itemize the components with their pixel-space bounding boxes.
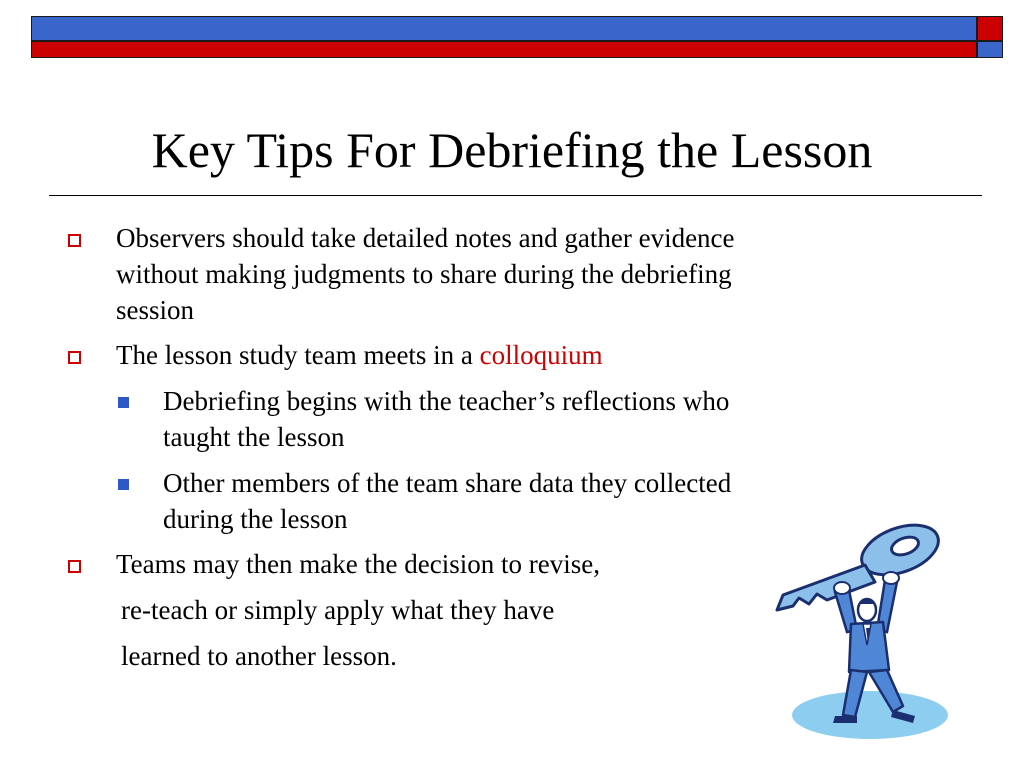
bullet-3-line-2: re-teach or simply apply what they have xyxy=(121,595,555,625)
bullet-1-line-1: Observers should take detailed notes and gather evidence xyxy=(116,223,735,253)
sub-bullet-2-line-2: during the lesson xyxy=(163,504,348,534)
header-square-red xyxy=(977,16,1003,41)
bullet-2-line-1 xyxy=(116,337,603,373)
slide-title: Key Tips For Debriefing the Lesson xyxy=(151,122,873,178)
bullet-square-icon xyxy=(68,351,81,364)
bullet-2-text: The lesson study team meets in a xyxy=(116,340,480,370)
bullet-square-icon xyxy=(68,560,81,573)
header-bar-blue xyxy=(31,16,977,41)
sub-bullet-1-line-2: taught the lesson xyxy=(163,422,345,452)
bullet-square-icon xyxy=(68,234,81,247)
sub-bullet-square-icon xyxy=(118,397,129,408)
sub-bullet-square-icon xyxy=(118,479,129,490)
header-square-blue xyxy=(977,41,1003,58)
man-holding-key-icon xyxy=(765,520,985,750)
header-bar-red xyxy=(31,41,977,58)
bullet-3-line-3: learned to another lesson. xyxy=(121,641,397,671)
bullet-1-line-3: session xyxy=(116,295,195,325)
bullet-1-line-2: without making judgments to share during the debriefing xyxy=(116,259,732,289)
sub-bullet-2-line-1: Other members of the team share data they collected xyxy=(163,468,732,498)
colloquium-highlight: colloquium xyxy=(479,340,603,370)
title-divider xyxy=(49,195,982,196)
sub-bullet-1-line-1: Debriefing begins with the teacher’s reflections who xyxy=(163,386,730,416)
bullet-3-line-1: Teams may then make the decision to revise, xyxy=(116,549,600,579)
